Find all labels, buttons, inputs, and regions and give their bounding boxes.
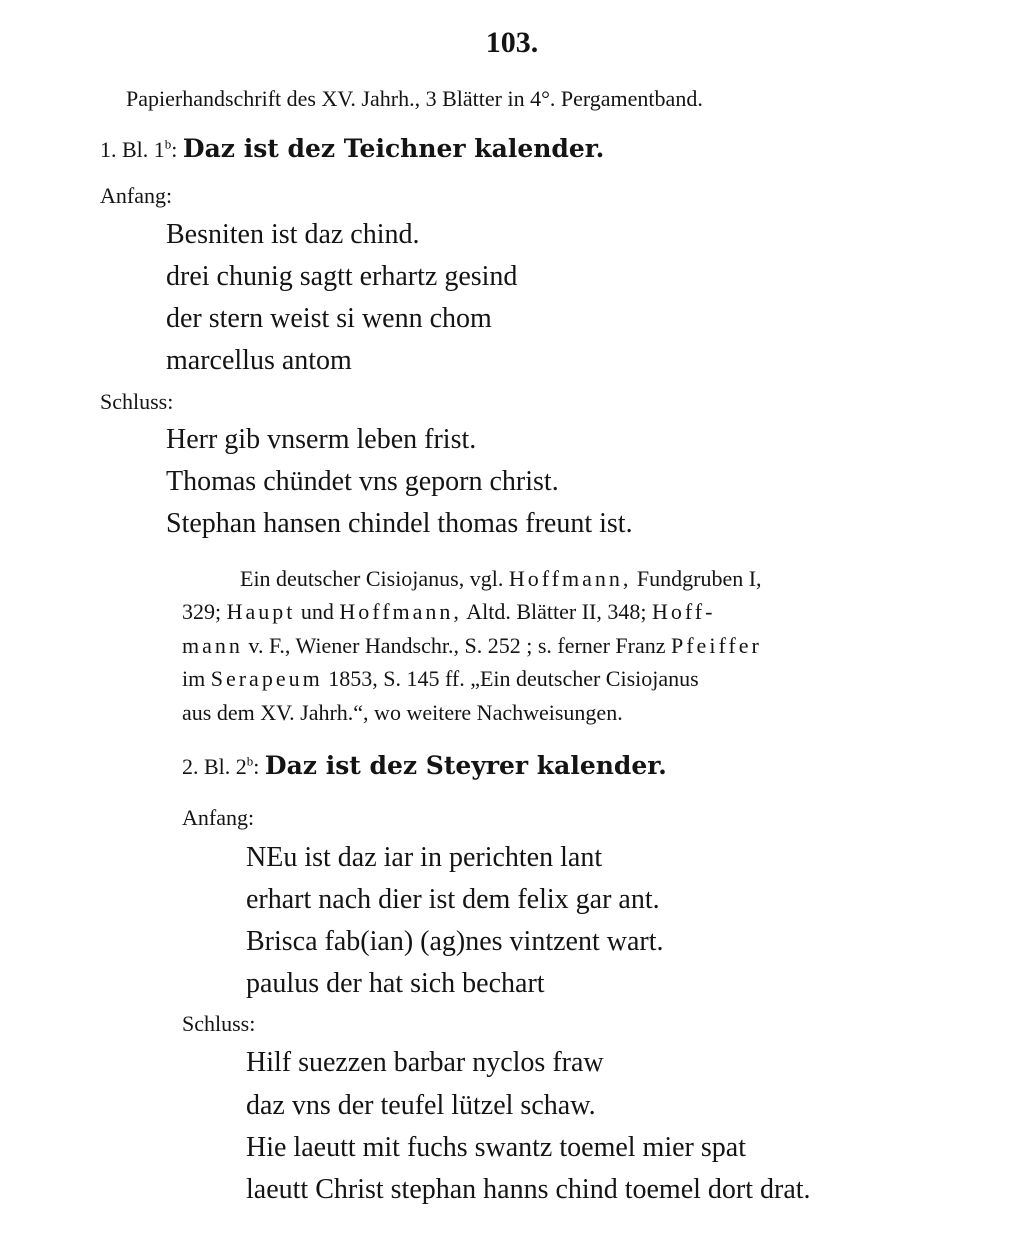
entry-1-title: Daz ist dez Teichner kalender.	[182, 134, 605, 163]
entry-1-prefix: 1. Bl. 1	[100, 137, 165, 162]
note-text: Ein deutscher Cisiojanus, vgl.	[240, 566, 504, 591]
entry-1-schluss-line: Thomas chündet vns geporn christ.	[166, 466, 559, 497]
note-text: im	[182, 666, 206, 691]
note-text: und	[300, 599, 334, 624]
note-line-5: aus dem XV. Jahrh.“, wo weitere Nachweisungen.	[182, 700, 623, 725]
note-author: Haupt	[226, 599, 296, 624]
entry-2-schluss-line: laeutt Christ stephan hanns chind toemel dort drat.	[246, 1174, 811, 1205]
entry-2-anfang-line: Brisca fab(ian) (ag)nes vintzent wart.	[246, 926, 664, 957]
entry-1-colon: :	[171, 137, 178, 162]
entry-2-colon: :	[253, 754, 260, 779]
entry-1-heading	[100, 134, 604, 163]
note-author: Hoffmann,	[339, 599, 462, 624]
note-author: mann	[182, 633, 243, 658]
entry-2-title: Daz ist dez Steyrer kalender.	[264, 751, 667, 780]
note-author: Hoffmann,	[508, 566, 632, 591]
note-text: 1853, S. 145 ff. „Ein deutscher Cisiojanus	[328, 666, 699, 691]
note-text: v. F., Wiener Handschr., S. 252 ; s. ferner Franz	[248, 633, 666, 658]
note-journal: Serapeum	[210, 666, 323, 691]
entry-1-anfang-line: marcellus antom	[166, 345, 352, 376]
entry-1-anfang-line: der stern weist si wenn chom	[166, 303, 492, 334]
entry-1-schluss-line: Herr gib vnserm leben frist.	[166, 424, 477, 455]
entry-2-anfang-line: NEu ist daz iar in perichten lant	[246, 842, 603, 873]
entry-1-anfang-line: Besniten ist daz chind.	[166, 219, 420, 250]
note-author: Hoff-	[651, 599, 716, 624]
entry-2-schluss-line: Hie laeutt mit fuchs swantz toemel mier spat	[246, 1132, 746, 1163]
entry-2-prefix: 2. Bl. 2	[182, 754, 247, 779]
entry-2-schluss-label: Schluss:	[182, 1011, 256, 1036]
note-line-3	[182, 633, 762, 659]
entry-2-schluss-line: Hilf suezzen barbar nyclos fraw	[246, 1047, 604, 1078]
entry-1-anfang-line: drei chunig sagtt erhartz gesind	[166, 261, 518, 292]
note-line-2	[182, 599, 715, 625]
note-author: Pfeiffer	[671, 633, 762, 658]
entry-2-superscript: b	[246, 753, 254, 769]
entry-1-schluss-line: Stephan hansen chindel thomas freunt ist.	[166, 508, 633, 539]
note-line-4	[182, 666, 699, 692]
note-line-1	[240, 566, 762, 592]
entry-2-anfang-line: paulus der hat sich bechart	[246, 968, 545, 999]
note-text: Fundgruben I,	[636, 566, 762, 591]
entry-1-anfang-label: Anfang:	[100, 183, 173, 208]
note-text: Altd. Blätter II, 348;	[466, 599, 647, 624]
entry-2-heading	[182, 751, 667, 780]
entry-1-schluss-label: Schluss:	[100, 389, 174, 414]
entry-1-superscript: b	[164, 136, 172, 152]
note-text: 329;	[182, 599, 222, 624]
manuscript-description: Papierhandschrift des XV. Jahrh., 3 Blätter in 4°. Pergamentband.	[126, 86, 703, 111]
entry-2-anfang-label: Anfang:	[182, 805, 255, 830]
entry-2-schluss-line: daz vns der teufel lützel schaw.	[246, 1090, 596, 1121]
page-number: 103.	[485, 26, 539, 59]
entry-2-anfang-line: erhart nach dier ist dem felix gar ant.	[246, 884, 660, 915]
